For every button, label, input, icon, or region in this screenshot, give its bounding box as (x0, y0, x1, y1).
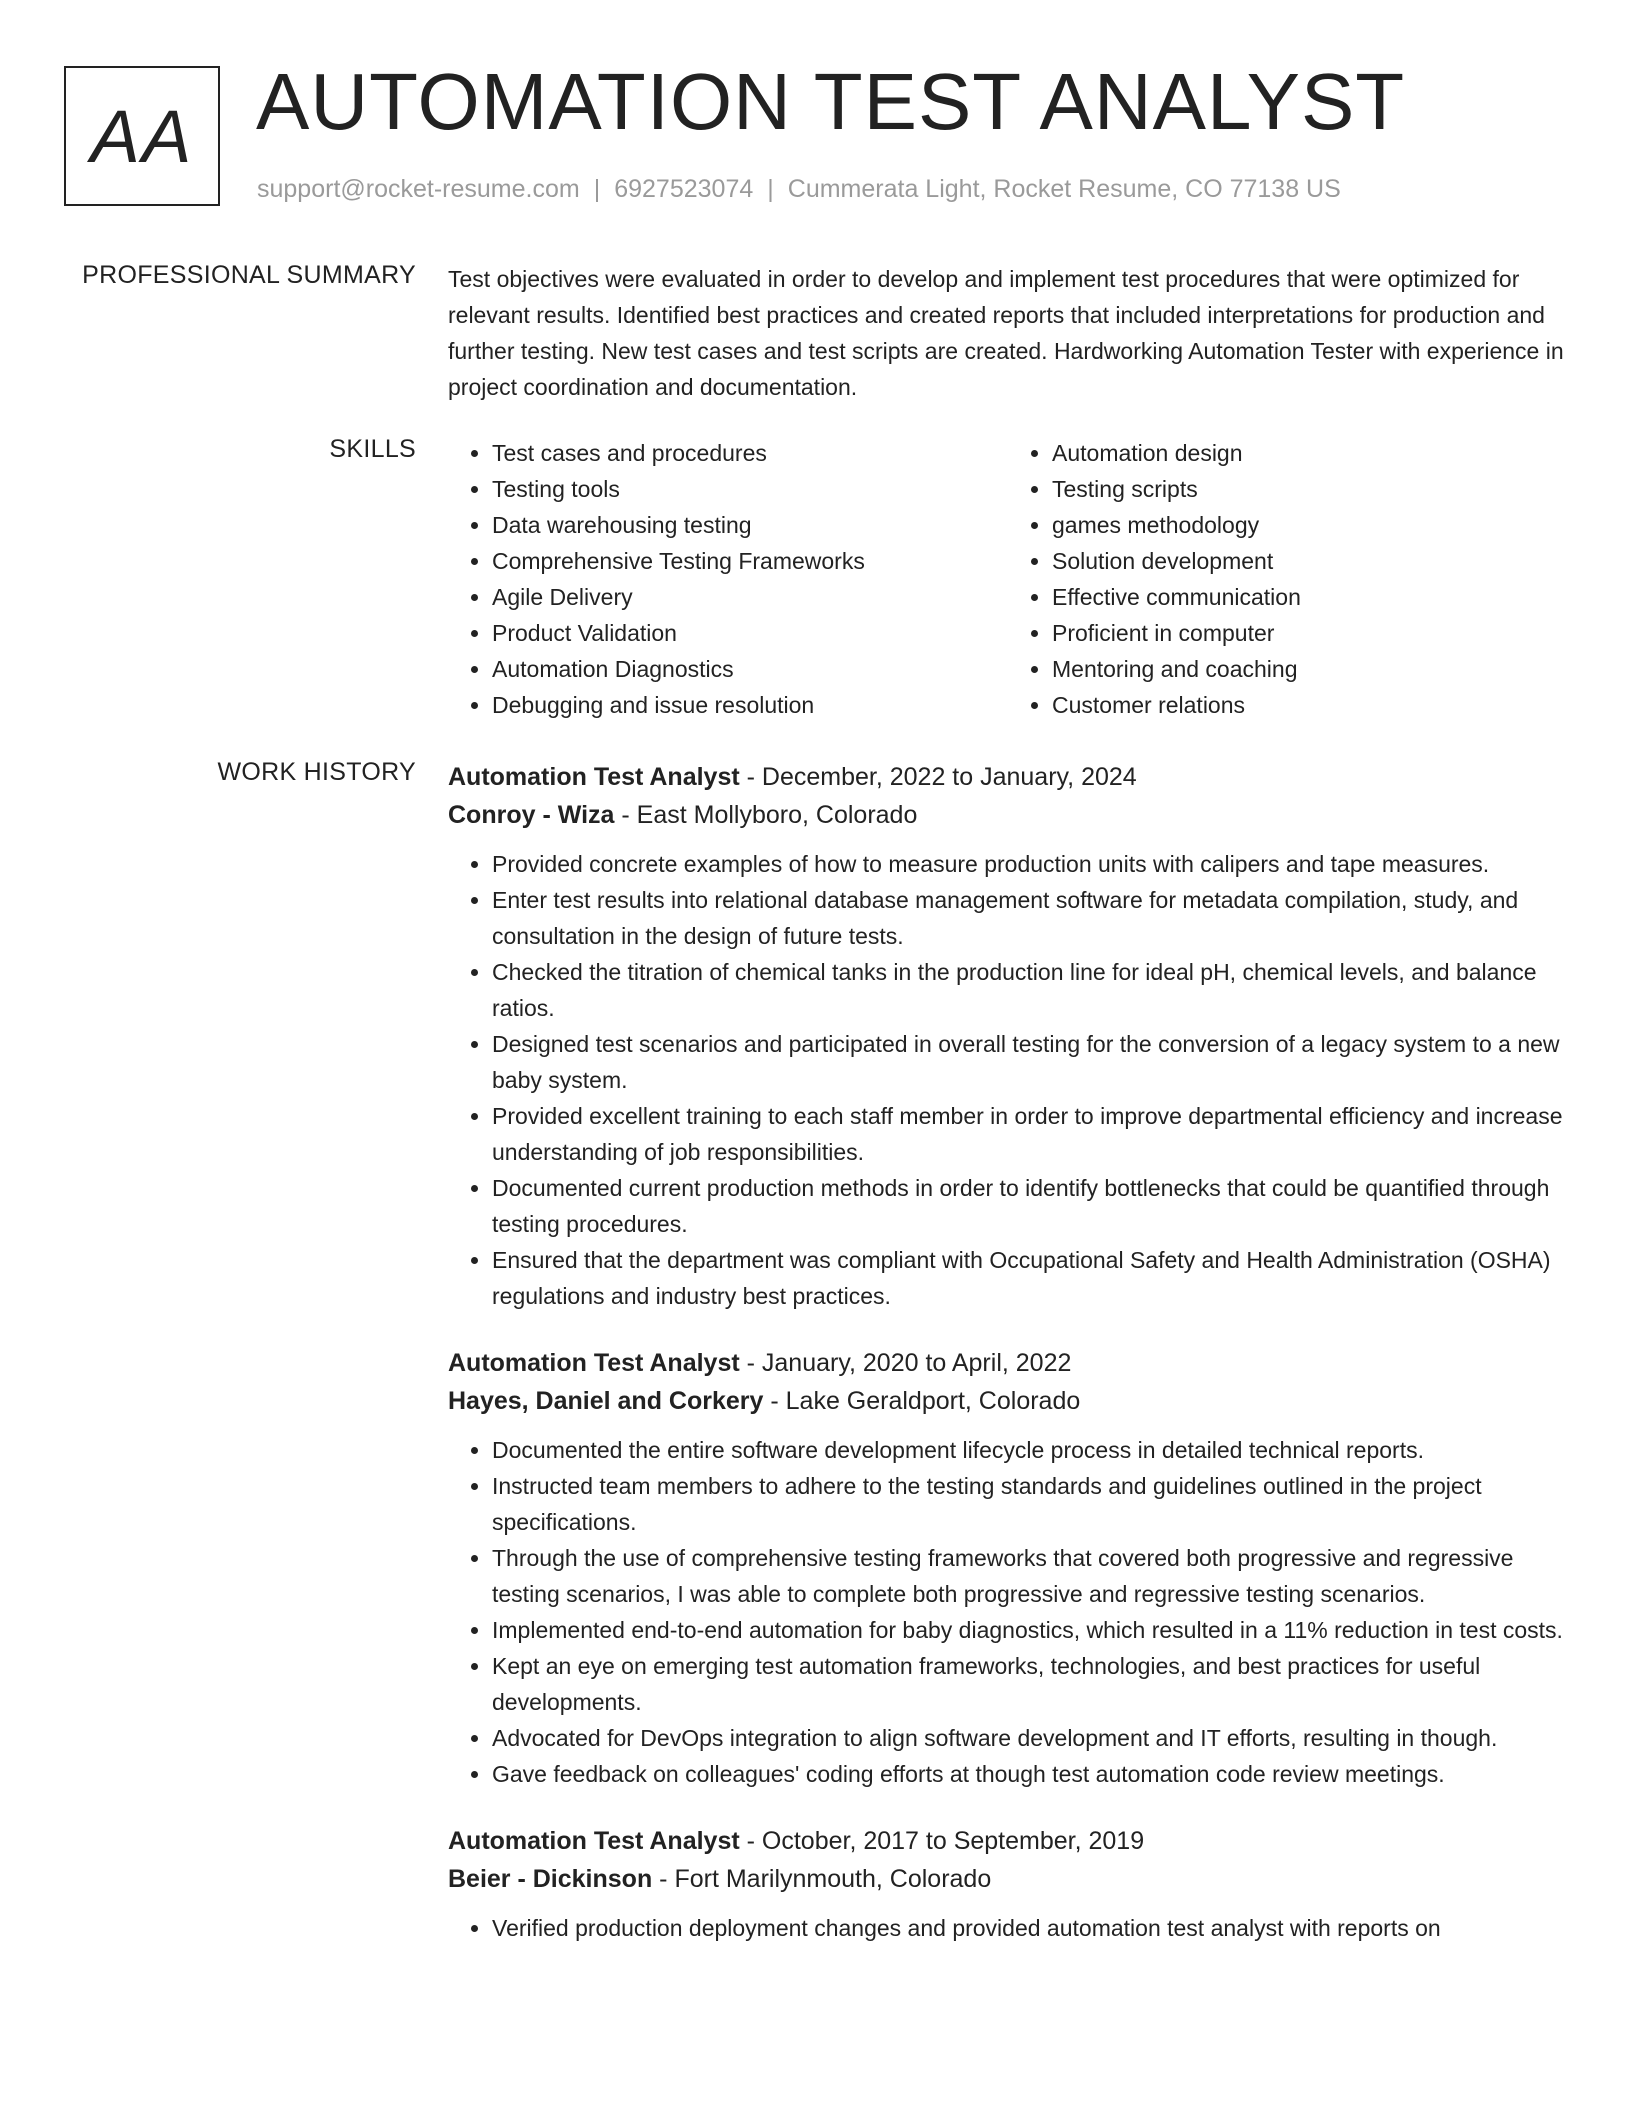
skill-item: • Mentoring and coaching (1052, 651, 1568, 687)
monogram-text: AA (90, 94, 194, 178)
job-bullets (448, 846, 1568, 1314)
summary-text: Test objectives were evaluated in order to develop and implement test procedures that were optimized for relevant results. Identified best practices and created reports that included interpretations for production and further testing. New test cases and test scripts are created. Hardworking Automation Tester with experience in project coordination and documentation. (448, 266, 1564, 400)
job-company: Hayes, Daniel and Corkery (448, 1387, 764, 1415)
job-heading (448, 758, 1568, 796)
page-title: AUTOMATION TEST ANALYST (256, 57, 1406, 146)
contact-phone: 6927523074 (614, 175, 754, 203)
contact-address: Cummerata Light, Rocket Resume, CO 77138 US (787, 175, 1341, 203)
skill-item: • Data warehousing testing (492, 507, 1008, 543)
job-bullet: • Ensured that the department was compliant with Occupational Safety and Health Administration (OSHA) regulations and industry best practices. (492, 1242, 1568, 1314)
job-bullet: • Documented the entire software development lifecycle process in detailed technical reports. (492, 1432, 1568, 1468)
job-bullet: • Enter test results into relational database management software for metadata compilation, study, and consultation in the design of future tests. (492, 882, 1568, 954)
skill-item: • games methodology (1052, 507, 1568, 543)
skill-item: • Effective communication (1052, 579, 1568, 615)
skill-item: • Comprehensive Testing Frameworks (492, 543, 1008, 579)
skills-body (448, 435, 1568, 723)
job-dates: - December, 2022 to January, 2024 (739, 763, 1137, 791)
job-bullet: • Verified production deployment changes and provided automation test analyst with reports on (492, 1910, 1568, 1946)
skill-item: • Agile Delivery (492, 579, 1008, 615)
contact-email: support@rocket-resume.com (257, 175, 580, 203)
job-location: - Fort Marilynmouth, Colorado (652, 1865, 992, 1893)
skill-item: • Debugging and issue resolution (492, 687, 1008, 723)
job-entry (448, 758, 1568, 1314)
job-bullets (448, 1910, 1568, 1946)
skill-item: • Testing scripts (1052, 471, 1568, 507)
skill-item: • Automation Diagnostics (492, 651, 1008, 687)
job-bullet: • Instructed team members to adhere to the testing standards and guidelines outlined in the project specifications. (492, 1468, 1568, 1540)
job-bullet: • Through the use of comprehensive testing frameworks that covered both progressive and regressive testing scenarios, I was able to complete both progressive and regressive testing scenarios. (492, 1540, 1568, 1612)
work-history-label: WORK HISTORY (217, 758, 416, 786)
job-title: Automation Test Analyst (448, 1827, 740, 1855)
job-dates: - October, 2017 to September, 2019 (739, 1827, 1145, 1855)
job-bullet: • Designed test scenarios and participated in overall testing for the conversion of a legacy system to a new baby system. (492, 1026, 1568, 1098)
job-title: Automation Test Analyst (448, 1349, 740, 1377)
skill-item: • Product Validation (492, 615, 1008, 651)
monogram-badge (64, 66, 220, 206)
job-heading (448, 1344, 1568, 1382)
job-bullet: • Checked the titration of chemical tanks in the production line for ideal pH, chemical levels, and balance ratios. (492, 954, 1568, 1026)
summary-body (448, 261, 1568, 405)
job-location: - Lake Geraldport, Colorado (763, 1387, 1081, 1415)
job-heading (448, 1822, 1568, 1860)
job-bullet: • Gave feedback on colleagues' coding efforts at though test automation code review meetings. (492, 1756, 1568, 1792)
job-bullet: • Advocated for DevOps integration to align software development and IT efforts, resulting in though. (492, 1720, 1568, 1756)
work-history-body (448, 758, 1568, 1976)
job-bullets (448, 1432, 1568, 1792)
job-bullet: • Kept an eye on emerging test automation frameworks, technologies, and best practices for useful developments. (492, 1648, 1568, 1720)
summary-label: PROFESSIONAL SUMMARY (82, 261, 416, 289)
job-dates: - January, 2020 to April, 2022 (739, 1349, 1072, 1377)
job-company: Beier - Dickinson (448, 1865, 653, 1893)
job-location: - East Mollyboro, Colorado (614, 801, 918, 829)
skills-list-left (448, 435, 1008, 723)
skill-item: • Automation design (1052, 435, 1568, 471)
job-employer (448, 1382, 1568, 1420)
skills-label: SKILLS (329, 435, 416, 463)
skill-item: • Test cases and procedures (492, 435, 1008, 471)
job-entry (448, 1822, 1568, 1946)
job-employer (448, 1860, 1568, 1898)
job-bullet: • Documented current production methods in order to identify bottlenecks that could be quantified through testing procedures. (492, 1170, 1568, 1242)
job-bullet: • Implemented end-to-end automation for baby diagnostics, which resulted in a 11% reduction in test costs. (492, 1612, 1568, 1648)
contact-separator: | (767, 175, 774, 203)
skill-item: • Solution development (1052, 543, 1568, 579)
job-title: Automation Test Analyst (448, 763, 740, 791)
job-bullet: • Provided excellent training to each staff member in order to improve departmental efficiency and increase understanding of job responsibilities. (492, 1098, 1568, 1170)
job-company: Conroy - Wiza (448, 801, 615, 829)
job-entry (448, 1344, 1568, 1792)
job-employer (448, 796, 1568, 834)
skills-list-right (1008, 435, 1568, 723)
skill-item: • Testing tools (492, 471, 1008, 507)
skill-item: • Proficient in computer (1052, 615, 1568, 651)
job-bullet: • Provided concrete examples of how to measure production units with calipers and tape measures. (492, 846, 1568, 882)
contact-line (257, 175, 1341, 204)
skill-item: • Customer relations (1052, 687, 1568, 723)
contact-separator: | (593, 175, 601, 203)
